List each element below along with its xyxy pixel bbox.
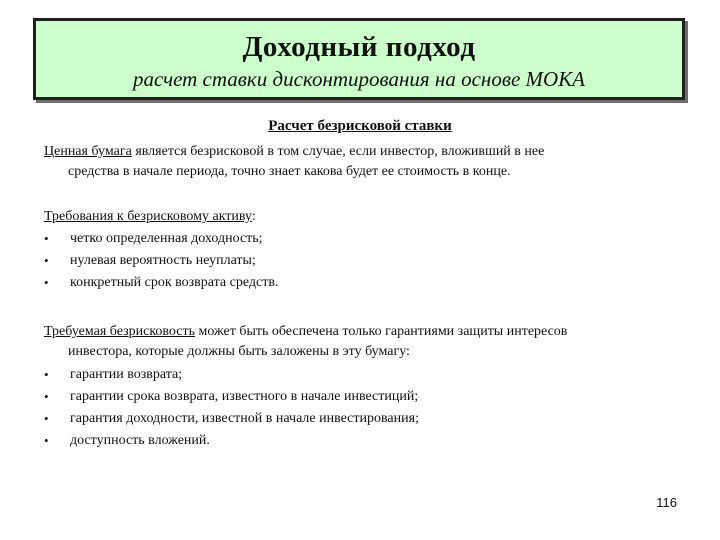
term-security: Ценная бумага: [44, 144, 132, 159]
list-item: [44, 228, 674, 250]
page-number: 116: [656, 495, 677, 510]
bullet-icon: •: [44, 411, 49, 426]
list-item: [44, 272, 674, 294]
list-item-text: гарантии возврата;: [70, 367, 183, 382]
slide-title: Доходный подход: [242, 31, 476, 63]
list-item-text: гарантия доходности, известной в начале инвестирования;: [70, 411, 419, 426]
paragraph-required-riskfree: [44, 322, 676, 362]
title-box: [33, 18, 685, 100]
paragraph-text: может быть обеспечена только гарантиями защиты интересов: [195, 324, 568, 339]
list-item-text: четко определенная доходность;: [70, 231, 263, 246]
list-item: [44, 386, 674, 408]
list-item: [44, 250, 674, 272]
bullet-icon: •: [44, 253, 49, 268]
list-item: [44, 430, 674, 452]
requirements-list: [44, 228, 674, 294]
paragraph-continuation: средства в начале периода, точно знает какова будет ее стоимость в конце.: [68, 164, 511, 179]
list-item-text: доступность вложений.: [70, 433, 210, 448]
guarantees-list: [44, 364, 674, 452]
list-item: [44, 408, 674, 430]
bullet-icon: •: [44, 433, 49, 448]
bullet-icon: •: [44, 389, 49, 404]
list-item-text: гарантии срока возврата, известного в начале инвестиций;: [70, 389, 419, 404]
list-item-text: нулевая вероятность неуплаты;: [70, 253, 256, 268]
bullet-icon: •: [44, 367, 49, 382]
paragraph-text: является безрисковой в том случае, если инвестор, вложивший в нее: [131, 144, 545, 159]
term-requirements: Требования к безрисковому активу: [44, 209, 252, 224]
paragraph-continuation: инвестора, которые должны быть заложены в эту бумагу:: [68, 344, 410, 359]
term-required-riskfree: Требуемая безрисковость: [44, 324, 195, 339]
bullet-icon: •: [44, 231, 49, 246]
list-item-text: конкретный срок возврата средств.: [70, 275, 279, 290]
requirements-heading: [44, 207, 256, 227]
list-item: [44, 364, 674, 386]
slide-subtitle: расчет ставки дисконтирования на основе МОКА: [133, 67, 585, 91]
bullet-icon: •: [44, 275, 49, 290]
requirements-colon: :: [251, 209, 256, 224]
section-heading: Расчет безрисковой ставки: [268, 118, 452, 134]
paragraph-security-definition: [44, 142, 676, 182]
